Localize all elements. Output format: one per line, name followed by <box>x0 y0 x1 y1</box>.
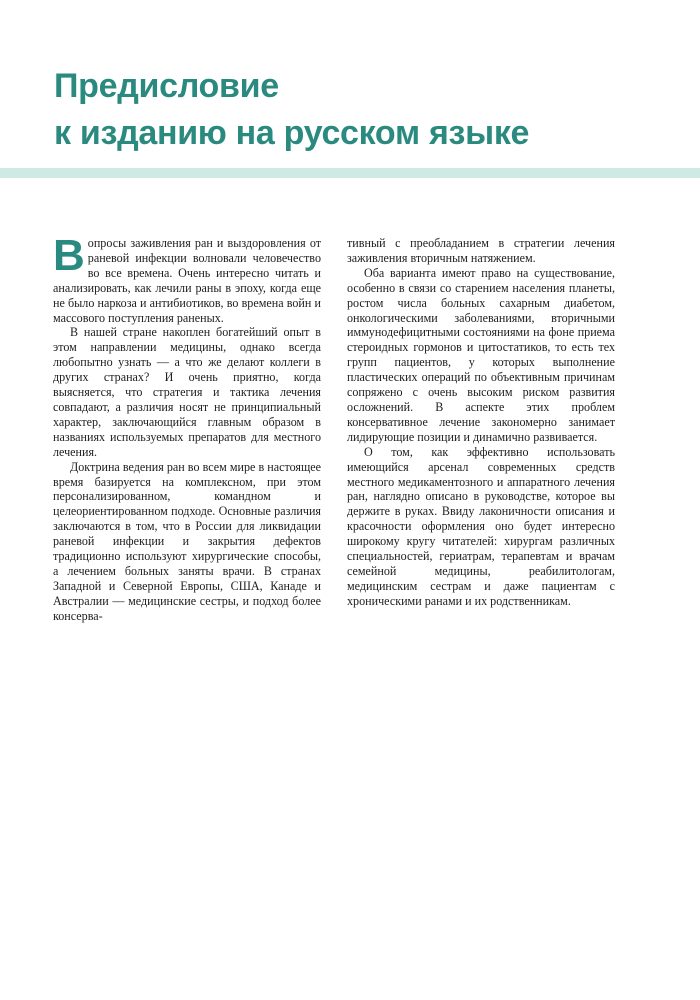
paragraph-experience: В нашей стране накоплен богатейший опыт в этом направлении медицины, однако всегда любопытно узнать — а что же делают коллеги в других странах? И очень приятно, когда выясняется, что стратегия и тактика лечения совпадают, а различия носят не принципиальный характер, заключающийся главным образом в названиях используемых препаратов для местного лечения. <box>53 325 321 459</box>
page-title <box>54 63 529 157</box>
page-title-line-2: к изданию на русском языке <box>54 114 530 152</box>
paragraph-doctrine: Доктрина ведения ран во всем мире в настоящее время базируется на комплексном, при этом персонализированном, командном и целеориентированном подходе. Основные различия заключаются в том, что в России для ликвидации раневой инфекции и закрытия дефектов традиционно используют хирургические способы, а лечением больных заняты врачи. В странах Западной и Северной Европы, США, Канаде и Австралии — медицинские сестры, и подход более консерва- <box>53 459 321 623</box>
paragraph-intro-text: опросы заживления ран и выздоровления от раневой инфекции волновали человечество во все времена. Очень интересно читать и анализировать, как лечили раны в эпоху, когда еще не было наркоза и антибиотиков, во времена войн и массового поступления раненых. <box>53 236 321 325</box>
title-divider-band <box>0 168 700 178</box>
paragraph-intro <box>53 231 321 325</box>
paragraph-guide-usage: О том, как эффективно использовать имеющийся арсенал современных средств местного медикаментозного и аппаратного лечения ран, наглядно описано в руководстве, которое вы держите в руках. Ввиду лаконичности описания и красочности оформления оно будет интересно широкому кругу читателей: хирургам различных специальностей, гериатрам, терапевтам и врачам семейной медицины, реабилитологам, медицинским сестрам и даже пациентам с хроническими ранами и их родственникам. <box>347 444 615 608</box>
left-text-column <box>53 231 321 624</box>
paragraph-both-options: Оба варианта имеют право на существование, особенно в связи со старением населения планеты, ростом числа больных сахарным диабетом, онкологическими заболеваниями, вторичными иммунодефицитными состояниями на фоне приема стероидных гормонов и цитостатиков, то есть тех групп пациентов, у которых выполнение пластических операций по объективным причинам сопряжено с очень высоким риском развития осложнений. В аспекте этих проблем консервативное лечение закономерно занимает лидирующие позиции и динамично развивается. <box>347 265 615 444</box>
drop-cap: В <box>53 231 85 280</box>
paragraph-doctrine-continued: тивный с преобладанием в стратегии лечения заживления вторичным натяжением. <box>347 236 615 265</box>
right-text-column <box>347 236 615 609</box>
page-title-line-1: Предисловие <box>54 67 279 105</box>
